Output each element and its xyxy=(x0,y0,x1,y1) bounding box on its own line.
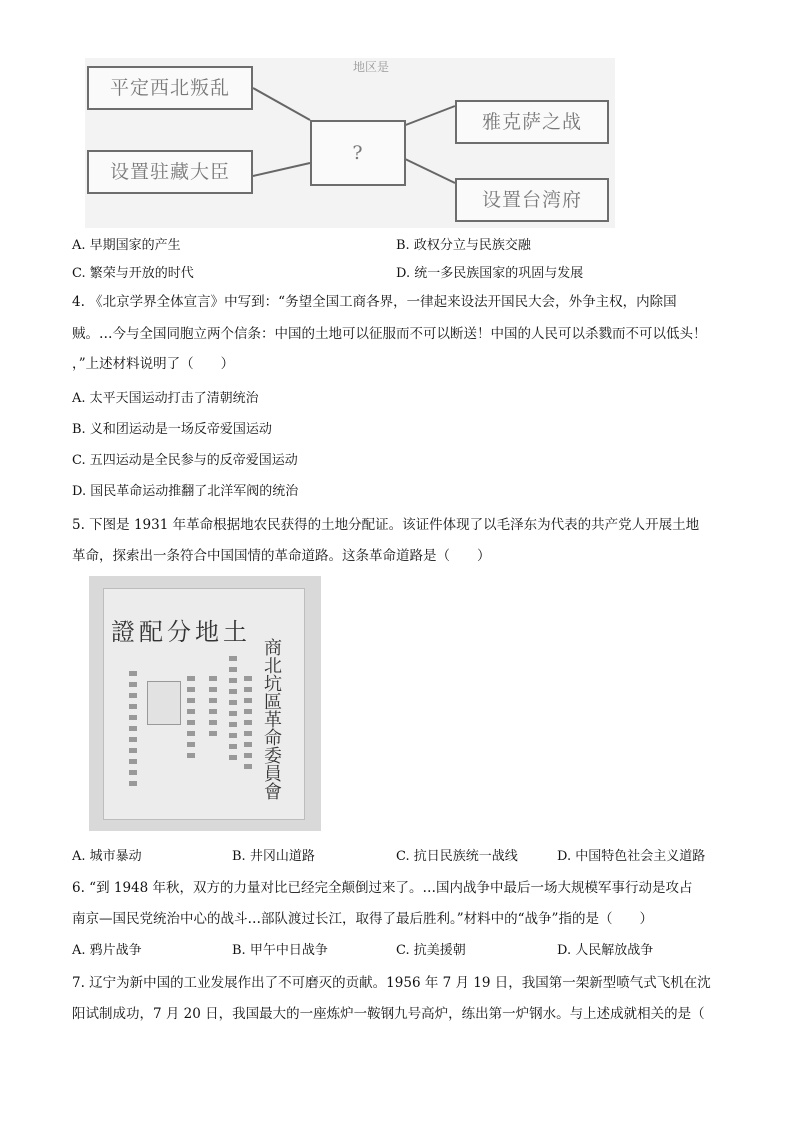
q3-option-c[interactable]: C. 繁荣与开放的时代 xyxy=(72,266,194,281)
q5-option-b[interactable]: B. 井冈山道路 xyxy=(232,849,315,864)
q5-option-d[interactable]: D. 中国特色社会主义道路 xyxy=(557,849,706,864)
diagram-box-right-top: 雅克萨之战 xyxy=(455,100,609,144)
q7-stem-line1: 7. 辽宁为新中国的工业发展作出了不可磨灭的贡献。1956 年 7 月 19 日，我国第一架新型喷气式飞机在沈 xyxy=(72,975,711,991)
diagram-top-note: 地区是 xyxy=(353,60,390,74)
certificate-handwriting-column xyxy=(229,656,237,766)
certificate-seal xyxy=(147,681,181,725)
q7-stem-line2: 阳试制成功，7 月 20 日，我国最大的一座炼炉一鞍钢九号高炉，练出第一炉钢水。与上述成就相关的是（ xyxy=(72,1006,705,1022)
diagram-box-right-bottom: 设置台湾府 xyxy=(455,178,609,222)
q4-stem-line1: 4. 《北京学界全体宣言》中写到：“务望全国工商各界，一律起来设法开国民大会，外争主权，内除国 xyxy=(72,294,677,310)
diagram-box-left-top: 平定西北叛乱 xyxy=(87,66,253,110)
q4-option-b[interactable]: B. 义和团运动是一场反帝爱国运动 xyxy=(72,422,272,437)
q5-option-a[interactable]: A. 城市暴动 xyxy=(72,849,142,864)
q4-option-a[interactable]: A. 太平天国运动打击了清朝统治 xyxy=(72,391,259,406)
q3-option-b[interactable]: B. 政权分立与民族交融 xyxy=(396,238,531,253)
q6-option-a[interactable]: A. 鸦片战争 xyxy=(72,943,142,958)
q6-option-d[interactable]: D. 人民解放战争 xyxy=(557,943,654,958)
certificate-issuer: 商北坑區革命委員會 xyxy=(261,638,282,800)
q3-option-a[interactable]: A. 早期国家的产生 xyxy=(72,238,181,253)
certificate-handwriting-column xyxy=(129,671,137,791)
diagram-box-left-bottom: 设置驻藏大臣 xyxy=(87,150,253,194)
question3-diagram xyxy=(85,58,615,228)
land-certificate-image xyxy=(89,576,321,831)
q4-option-c[interactable]: C. 五四运动是全民参与的反帝爱国运动 xyxy=(72,453,298,468)
diagram-box-center: ? xyxy=(310,120,406,186)
q5-stem-line2: 革命，探索出一条符合中国国情的革命道路。这条革命道路是（ ） xyxy=(72,548,491,564)
q4-stem-line3: ，”上述材料说明了（ ） xyxy=(72,356,235,372)
certificate-title: 證配分地土 xyxy=(111,618,251,646)
q5-stem-line1: 5. 下图是 1931 年革命根据地农民获得的土地分配证。该证件体现了以毛泽东为代表的共产党人开展土地 xyxy=(72,517,700,533)
q4-option-d[interactable]: D. 国民革命运动推翻了北洋军阀的统治 xyxy=(72,484,299,499)
q3-option-d[interactable]: D. 统一多民族国家的巩固与发展 xyxy=(396,266,584,281)
certificate-handwriting-column xyxy=(244,676,252,771)
q6-stem-line1: 6. “到 1948 年秋，双方的力量对比已经完全颠倒过来了。…国内战争中最后一场大规模军事行动是攻占 xyxy=(72,880,693,896)
q6-option-c[interactable]: C. 抗美援朝 xyxy=(396,943,466,958)
certificate-handwriting-column xyxy=(209,676,217,736)
q6-option-b[interactable]: B. 甲午中日战争 xyxy=(232,943,328,958)
q4-stem-line2: 贼。…今与全国同胞立两个信条：中国的土地可以征服而不可以断送！中国的人民可以杀戮而不可以低头！ xyxy=(72,326,707,342)
certificate-handwriting-column xyxy=(187,676,195,761)
q6-stem-line2: 南京—国民党统治中心的战斗…部队渡过长江，取得了最后胜利。”材料中的“战争”指的是（ ） xyxy=(72,911,653,927)
q5-option-c[interactable]: C. 抗日民族统一战线 xyxy=(396,849,518,864)
